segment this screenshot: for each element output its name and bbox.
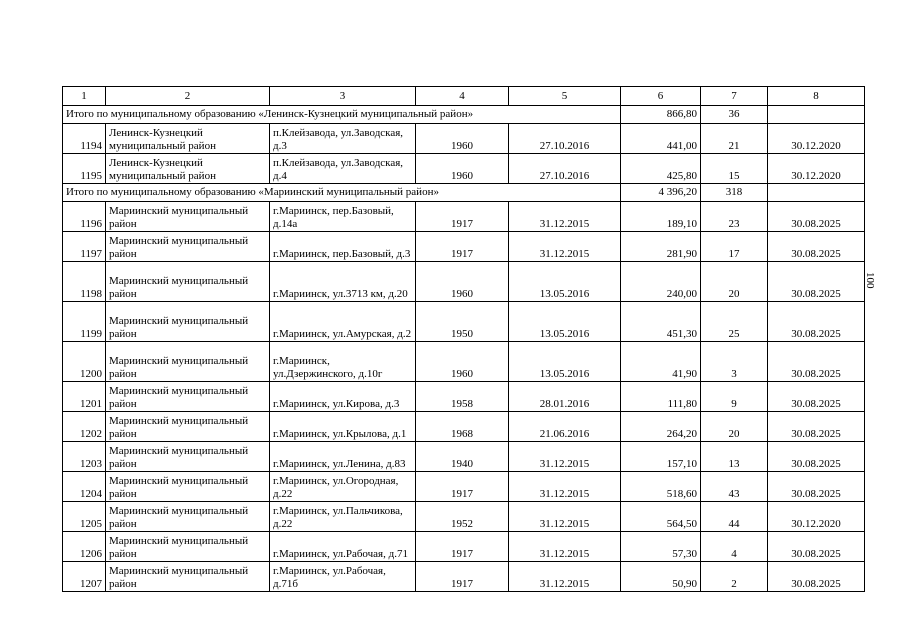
address-cell: г.Мариинск, ул.Огородная, д.22 bbox=[270, 472, 416, 502]
date-cell: 31.12.2015 bbox=[509, 472, 621, 502]
subtotal-people: 36 bbox=[701, 106, 768, 124]
row-number: 1204 bbox=[63, 472, 106, 502]
subtotal-area: 4 396,20 bbox=[621, 184, 701, 202]
address-cell: г.Мариинск, ул.3713 км, д.20 bbox=[270, 262, 416, 302]
district-cell: Мариинский муниципальный район bbox=[106, 262, 270, 302]
people-cell: 9 bbox=[701, 382, 768, 412]
address-cell: п.Клейзавода, ул.Заводская, д.3 bbox=[270, 124, 416, 154]
district-cell: Мариинский муниципальный район bbox=[106, 342, 270, 382]
year-cell: 1917 bbox=[416, 232, 509, 262]
address-cell: г.Мариинск, пер.Базовый, д.3 bbox=[270, 232, 416, 262]
people-cell: 3 bbox=[701, 342, 768, 382]
date-cell: 13.05.2016 bbox=[509, 302, 621, 342]
area-cell: 518,60 bbox=[621, 472, 701, 502]
district-cell: Мариинский муниципальный район bbox=[106, 232, 270, 262]
year-cell: 1958 bbox=[416, 382, 509, 412]
people-cell: 13 bbox=[701, 442, 768, 472]
page-number: 100 bbox=[864, 272, 876, 289]
people-cell: 15 bbox=[701, 154, 768, 184]
year-cell: 1917 bbox=[416, 562, 509, 592]
subtotal-area: 866,80 bbox=[621, 106, 701, 124]
area-cell: 281,90 bbox=[621, 232, 701, 262]
district-cell: Мариинский муниципальный район bbox=[106, 562, 270, 592]
address-cell: г.Мариинск, пер.Базовый, д.14а bbox=[270, 202, 416, 232]
people-cell: 21 bbox=[701, 124, 768, 154]
date-cell: 28.01.2016 bbox=[509, 382, 621, 412]
column-number-8: 8 bbox=[768, 87, 865, 106]
housing-register-table bbox=[62, 86, 865, 592]
district-cell: Мариинский муниципальный район bbox=[106, 442, 270, 472]
deadline-cell: 30.08.2025 bbox=[768, 232, 865, 262]
area-cell: 50,90 bbox=[621, 562, 701, 592]
address-cell: п.Клейзавода, ул.Заводская, д.4 bbox=[270, 154, 416, 184]
people-cell: 4 bbox=[701, 532, 768, 562]
column-number-7: 7 bbox=[701, 87, 768, 106]
deadline-cell: 30.08.2025 bbox=[768, 302, 865, 342]
deadline-cell: 30.08.2025 bbox=[768, 472, 865, 502]
people-cell: 44 bbox=[701, 502, 768, 532]
deadline-cell: 30.08.2025 bbox=[768, 382, 865, 412]
table-row bbox=[63, 154, 865, 184]
subtotal-empty-cell bbox=[768, 106, 865, 124]
address-cell: г.Мариинск, ул.Крылова, д.1 bbox=[270, 412, 416, 442]
year-cell: 1917 bbox=[416, 532, 509, 562]
column-number-1: 1 bbox=[63, 87, 106, 106]
table-row bbox=[63, 502, 865, 532]
table-row bbox=[63, 532, 865, 562]
area-cell: 451,30 bbox=[621, 302, 701, 342]
district-cell: Ленинск-Кузнецкий муниципальный район bbox=[106, 124, 270, 154]
deadline-cell: 30.12.2020 bbox=[768, 124, 865, 154]
date-cell: 27.10.2016 bbox=[509, 124, 621, 154]
row-number: 1203 bbox=[63, 442, 106, 472]
area-cell: 425,80 bbox=[621, 154, 701, 184]
area-cell: 157,10 bbox=[621, 442, 701, 472]
table-row bbox=[63, 302, 865, 342]
area-cell: 441,00 bbox=[621, 124, 701, 154]
district-cell: Мариинский муниципальный район bbox=[106, 382, 270, 412]
people-cell: 17 bbox=[701, 232, 768, 262]
district-cell: Ленинск-Кузнецкий муниципальный район bbox=[106, 154, 270, 184]
subtotal-people: 318 bbox=[701, 184, 768, 202]
table-row bbox=[63, 412, 865, 442]
people-cell: 20 bbox=[701, 412, 768, 442]
area-cell: 564,50 bbox=[621, 502, 701, 532]
table-row bbox=[63, 472, 865, 502]
row-number: 1205 bbox=[63, 502, 106, 532]
row-number: 1199 bbox=[63, 302, 106, 342]
area-cell: 41,90 bbox=[621, 342, 701, 382]
district-cell: Мариинский муниципальный район bbox=[106, 472, 270, 502]
district-cell: Мариинский муниципальный район bbox=[106, 202, 270, 232]
year-cell: 1960 bbox=[416, 124, 509, 154]
address-cell: г.Мариинск, ул.Рабочая, д.71б bbox=[270, 562, 416, 592]
row-number: 1202 bbox=[63, 412, 106, 442]
column-number-6: 6 bbox=[621, 87, 701, 106]
area-cell: 111,80 bbox=[621, 382, 701, 412]
year-cell: 1968 bbox=[416, 412, 509, 442]
table-row bbox=[63, 202, 865, 232]
address-cell: г.Мариинск, ул.Рабочая, д.71 bbox=[270, 532, 416, 562]
date-cell: 31.12.2015 bbox=[509, 442, 621, 472]
year-cell: 1950 bbox=[416, 302, 509, 342]
row-number: 1197 bbox=[63, 232, 106, 262]
year-cell: 1952 bbox=[416, 502, 509, 532]
area-cell: 240,00 bbox=[621, 262, 701, 302]
year-cell: 1940 bbox=[416, 442, 509, 472]
people-cell: 20 bbox=[701, 262, 768, 302]
column-number-row bbox=[63, 87, 865, 106]
deadline-cell: 30.08.2025 bbox=[768, 532, 865, 562]
table-row bbox=[63, 124, 865, 154]
year-cell: 1960 bbox=[416, 342, 509, 382]
table-row bbox=[63, 442, 865, 472]
table-row bbox=[63, 262, 865, 302]
address-cell: г.Мариинск, ул.Дзержинского, д.10г bbox=[270, 342, 416, 382]
table-row bbox=[63, 342, 865, 382]
district-cell: Мариинский муниципальный район bbox=[106, 302, 270, 342]
date-cell: 31.12.2015 bbox=[509, 502, 621, 532]
subtotal-empty-cell bbox=[768, 184, 865, 202]
date-cell: 13.05.2016 bbox=[509, 342, 621, 382]
deadline-cell: 30.08.2025 bbox=[768, 562, 865, 592]
deadline-cell: 30.08.2025 bbox=[768, 412, 865, 442]
table-row bbox=[63, 382, 865, 412]
column-number-2: 2 bbox=[106, 87, 270, 106]
address-cell: г.Мариинск, ул.Пальчикова, д.22 bbox=[270, 502, 416, 532]
subtotal-row bbox=[63, 106, 865, 124]
row-number: 1207 bbox=[63, 562, 106, 592]
date-cell: 31.12.2015 bbox=[509, 202, 621, 232]
date-cell: 31.12.2015 bbox=[509, 532, 621, 562]
subtotal-row bbox=[63, 184, 865, 202]
table-body bbox=[63, 87, 865, 592]
deadline-cell: 30.08.2025 bbox=[768, 262, 865, 302]
date-cell: 21.06.2016 bbox=[509, 412, 621, 442]
row-number: 1201 bbox=[63, 382, 106, 412]
deadline-cell: 30.12.2020 bbox=[768, 154, 865, 184]
district-cell: Мариинский муниципальный район bbox=[106, 532, 270, 562]
row-number: 1196 bbox=[63, 202, 106, 232]
address-cell: г.Мариинск, ул.Амурская, д.2 bbox=[270, 302, 416, 342]
date-cell: 27.10.2016 bbox=[509, 154, 621, 184]
year-cell: 1960 bbox=[416, 154, 509, 184]
area-cell: 264,20 bbox=[621, 412, 701, 442]
district-cell: Мариинский муниципальный район bbox=[106, 502, 270, 532]
column-number-3: 3 bbox=[270, 87, 416, 106]
deadline-cell: 30.08.2025 bbox=[768, 202, 865, 232]
subtotal-label: Итого по муниципальному образованию «Ленинск-Кузнецкий муниципальный район» bbox=[63, 106, 621, 124]
row-number: 1198 bbox=[63, 262, 106, 302]
district-cell: Мариинский муниципальный район bbox=[106, 412, 270, 442]
people-cell: 43 bbox=[701, 472, 768, 502]
people-cell: 25 bbox=[701, 302, 768, 342]
table-row bbox=[63, 562, 865, 592]
people-cell: 2 bbox=[701, 562, 768, 592]
deadline-cell: 30.12.2020 bbox=[768, 502, 865, 532]
address-cell: г.Мариинск, ул.Ленина, д.83 bbox=[270, 442, 416, 472]
people-cell: 23 bbox=[701, 202, 768, 232]
subtotal-label: Итого по муниципальному образованию «Мариинский муниципальный район» bbox=[63, 184, 621, 202]
area-cell: 57,30 bbox=[621, 532, 701, 562]
deadline-cell: 30.08.2025 bbox=[768, 342, 865, 382]
row-number: 1206 bbox=[63, 532, 106, 562]
date-cell: 13.05.2016 bbox=[509, 262, 621, 302]
address-cell: г.Мариинск, ул.Кирова, д.3 bbox=[270, 382, 416, 412]
column-number-5: 5 bbox=[509, 87, 621, 106]
area-cell: 189,10 bbox=[621, 202, 701, 232]
year-cell: 1917 bbox=[416, 202, 509, 232]
year-cell: 1960 bbox=[416, 262, 509, 302]
row-number: 1195 bbox=[63, 154, 106, 184]
row-number: 1200 bbox=[63, 342, 106, 382]
deadline-cell: 30.08.2025 bbox=[768, 442, 865, 472]
row-number: 1194 bbox=[63, 124, 106, 154]
year-cell: 1917 bbox=[416, 472, 509, 502]
date-cell: 31.12.2015 bbox=[509, 562, 621, 592]
column-number-4: 4 bbox=[416, 87, 509, 106]
table-row bbox=[63, 232, 865, 262]
date-cell: 31.12.2015 bbox=[509, 232, 621, 262]
